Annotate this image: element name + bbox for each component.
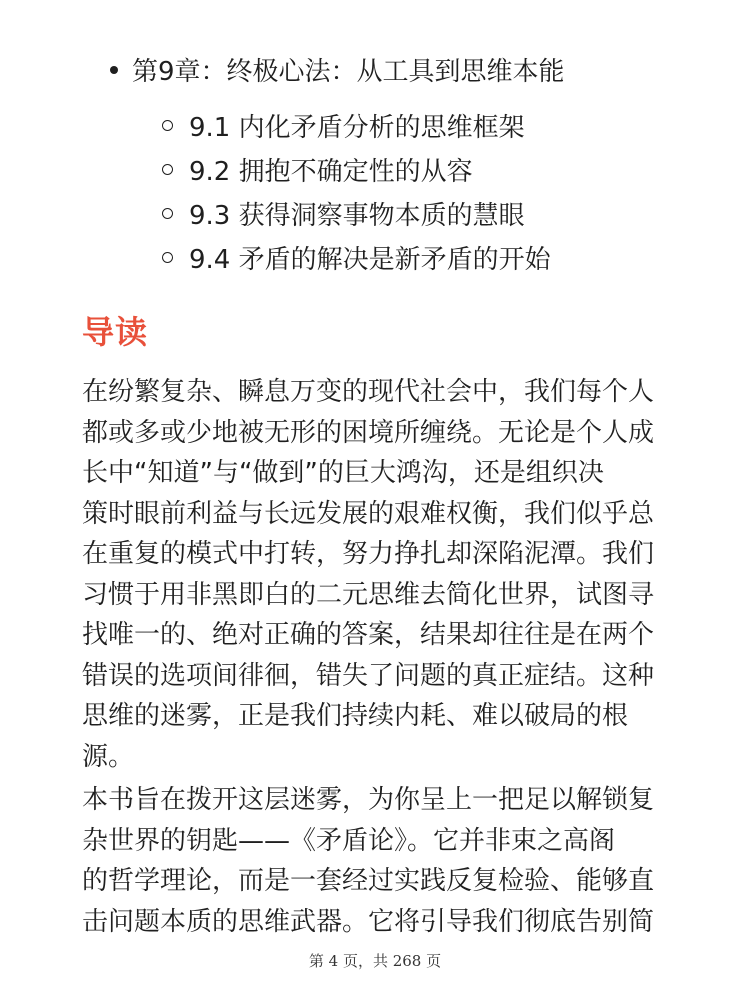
- toc-section-title: 9.3 获得洞察事物本质的慧眼: [189, 201, 525, 231]
- paragraph-line: 思维的迷雾，正是我们持续内耗、难以破局的根: [82, 701, 629, 731]
- toc-section-item: [162, 106, 551, 150]
- paragraph-line: 错误的选项间徘徊，错失了问题的真正症结。这种: [82, 660, 655, 691]
- toc-section-list: [162, 106, 551, 282]
- bullet-icon: [110, 66, 118, 74]
- toc-section-title: 9.4 矛盾的解决是新矛盾的开始: [189, 245, 551, 275]
- toc-section-item: [162, 238, 551, 282]
- paragraph-line: 找唯一的、绝对正确的答案，结果却往往是在两个: [82, 620, 655, 650]
- circle-bullet-icon: [162, 252, 173, 263]
- paragraph-line: 长中“知道”与“做到”的巨大鸿沟，还是组织决: [82, 458, 604, 488]
- circle-bullet-icon: [162, 164, 173, 175]
- paragraph-line: 在重复的模式中打转，努力挣扎却深陷泥潭。我们: [82, 539, 655, 569]
- paragraph-line: 策时眼前利益与长远发展的艰难权衡，我们似乎总: [82, 498, 655, 529]
- toc-section-item: [162, 150, 551, 194]
- purpose-paragraph: [82, 780, 670, 942]
- circle-bullet-icon: [162, 208, 173, 219]
- toc-section-title: 9.1 内化矛盾分析的思维框架: [189, 113, 525, 143]
- intro-paragraph: [82, 372, 670, 777]
- section-heading: 导读: [82, 313, 149, 351]
- paragraph-line: 杂世界的钥匙——《矛盾论》。它并非束之高阁: [82, 825, 616, 856]
- paragraph-line: 在纷繁复杂、瞬息万变的现代社会中，我们每个人: [82, 377, 655, 407]
- paragraph-line: 习惯于用非黑即白的二元思维去简化世界，试图寻: [82, 579, 655, 610]
- paragraph-line: 的哲学理论，而是一套经过实践反复检验、能够直: [82, 866, 655, 896]
- circle-bullet-icon: [162, 120, 173, 131]
- page-number-footer: 第 4 页，共 268 页: [308, 952, 442, 970]
- paragraph-line: 本书旨在拨开这层迷雾，为你呈上一把足以解锁复: [82, 785, 655, 815]
- paragraph-line: 击问题本质的思维武器。它将引导我们彻底告别简: [82, 906, 655, 937]
- toc-chapter-item: [110, 52, 565, 92]
- toc-section-title: 9.2 拥抱不确定性的从容: [189, 157, 473, 187]
- paragraph-line: 都或多或少地被无形的困境所缠绕。无论是个人成: [82, 417, 655, 448]
- paragraph-line: 源。: [82, 741, 135, 772]
- toc-chapter-title: 第9章：终极心法：从工具到思维本能: [132, 57, 565, 87]
- toc-section-item: [162, 194, 551, 238]
